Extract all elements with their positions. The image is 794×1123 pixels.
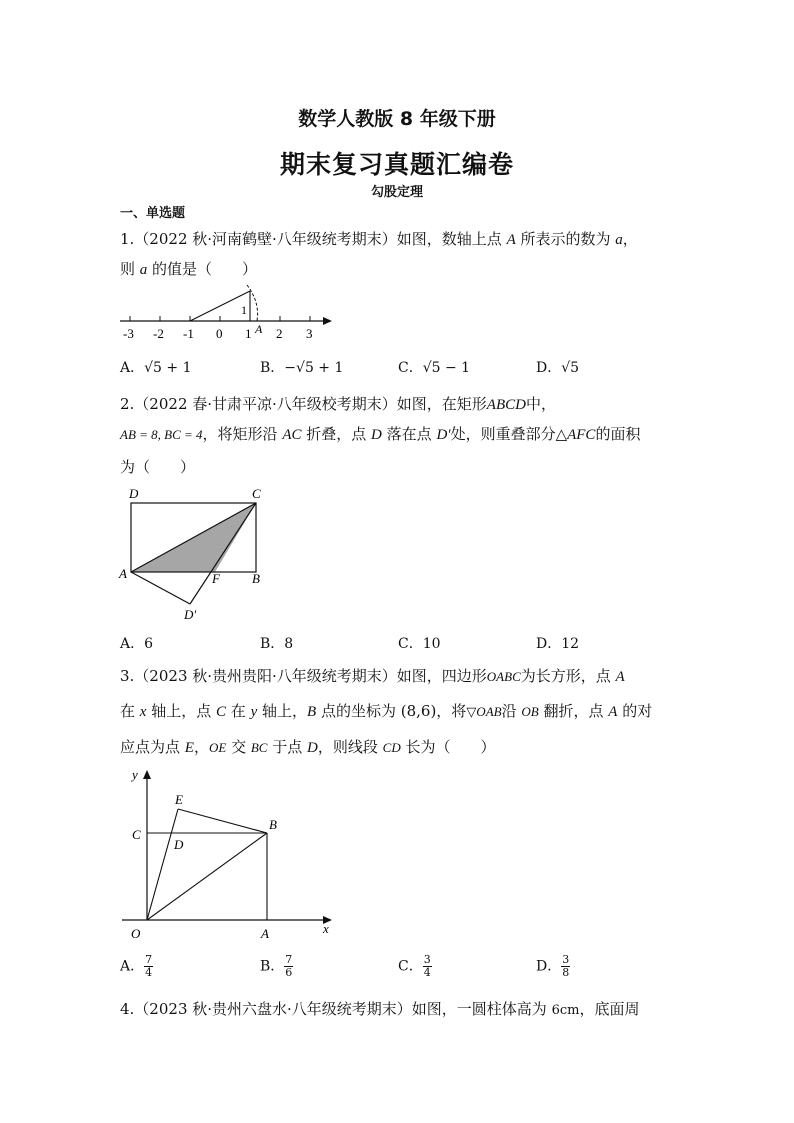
option-a[interactable] xyxy=(120,954,153,979)
tick-label: -2 xyxy=(153,326,164,341)
option-value: −√5 + 1 xyxy=(284,360,344,376)
option-fraction xyxy=(423,954,432,979)
option-value: 8 xyxy=(284,636,294,652)
q2-rect-name: ABCD xyxy=(486,397,526,413)
tick-label: 1 xyxy=(245,326,252,341)
option-letter: B． xyxy=(260,636,285,652)
label-c: C xyxy=(132,827,141,842)
q1-line2 xyxy=(120,258,257,279)
section-title: 一、单选题 xyxy=(120,206,186,221)
doc-title: 期末复习真题汇编卷 xyxy=(279,150,514,179)
q2-given: AB = 8, BC = 4 xyxy=(120,427,203,442)
q3-y: y xyxy=(250,704,258,720)
q3-line3 xyxy=(120,736,496,757)
q2-text: 折叠，点 xyxy=(301,425,372,443)
option-d[interactable] xyxy=(536,357,579,377)
q3-text: 沿 xyxy=(501,702,522,720)
fraction-numerator: 7 xyxy=(285,953,293,966)
tick-label: 2 xyxy=(276,326,283,341)
option-letter: C． xyxy=(398,958,423,975)
fraction-denominator: 6 xyxy=(285,966,293,979)
q3-text: 于点 xyxy=(267,738,308,756)
label-x: x xyxy=(323,921,329,936)
q2-text: 处，则重叠部分△ xyxy=(450,425,568,443)
option-letter: D． xyxy=(536,360,562,376)
q2-line3 xyxy=(120,456,195,477)
q3-x: x xyxy=(139,704,147,720)
q3-line2 xyxy=(120,700,652,721)
option-d[interactable] xyxy=(536,633,579,653)
q4-text: ，底面周 xyxy=(579,1000,640,1018)
q3-text: 在 xyxy=(120,702,140,720)
q1-options xyxy=(120,357,680,377)
q2-line1 xyxy=(120,393,556,414)
fraction-denominator: 4 xyxy=(145,966,153,979)
q2-options xyxy=(120,633,680,653)
q4-line1 xyxy=(120,998,639,1019)
fraction-denominator: 4 xyxy=(423,966,431,979)
option-letter: A． xyxy=(120,636,145,652)
q2-d: D xyxy=(371,427,382,443)
label-d: D xyxy=(129,486,139,501)
option-b[interactable] xyxy=(260,954,293,979)
q3-oabc: OABC xyxy=(486,669,521,684)
option-value: 10 xyxy=(422,636,441,652)
q3-text: 点的坐标为 xyxy=(316,702,401,720)
y-axis-arrow-icon xyxy=(143,770,151,779)
q2-ac: AC xyxy=(282,427,302,443)
option-value: √5 + 1 xyxy=(144,360,192,376)
option-letter: C． xyxy=(398,360,423,376)
q3-text: 3.（2023 秋·贵州贵阳·八年级统考期末）如图，四边形 xyxy=(120,667,487,685)
option-fraction xyxy=(144,954,153,979)
label-a: A xyxy=(119,566,127,581)
q1-text: ， xyxy=(622,230,638,248)
q3-d: D xyxy=(307,740,318,756)
option-c[interactable] xyxy=(398,357,470,377)
option-c[interactable] xyxy=(398,633,441,653)
label-o: O xyxy=(131,926,141,941)
option-b[interactable] xyxy=(260,357,343,377)
tick-label: -3 xyxy=(123,326,134,341)
fraction-numerator: 3 xyxy=(562,953,570,966)
tick-label: -1 xyxy=(183,326,194,341)
q3-coordinate-figure xyxy=(114,762,344,944)
q3-b: B xyxy=(307,704,317,720)
label-d: D xyxy=(174,837,184,852)
q1-point-a: A xyxy=(506,232,516,248)
q3-text: 长为（ ） xyxy=(400,738,496,756)
q1-line1 xyxy=(120,228,638,249)
q3-a: A xyxy=(608,704,618,720)
q1-text: 的值是（ ） xyxy=(147,260,258,278)
label-d-prime: D′ xyxy=(184,607,197,622)
q3-text: 交 xyxy=(226,738,251,756)
q1-var-a: a xyxy=(139,262,148,278)
option-b[interactable] xyxy=(260,633,293,653)
q2-text: 落在点 xyxy=(381,425,437,443)
q3-c: C xyxy=(216,704,227,720)
q3-text: ，则线段 xyxy=(317,738,383,756)
q1-text: 所表示的数为 xyxy=(515,230,616,248)
q3-text: 为长方形，点 xyxy=(520,667,616,685)
option-letter: C． xyxy=(398,636,423,652)
option-value: √5 − 1 xyxy=(422,360,471,376)
fraction-numerator: 3 xyxy=(423,953,431,966)
segment-oe xyxy=(147,809,178,920)
arc-dashed xyxy=(247,285,258,321)
q2-text: 的面积 xyxy=(595,425,641,443)
q3-text: ，将 xyxy=(436,702,467,720)
q2-dprime: D′ xyxy=(436,427,451,443)
label-b: B xyxy=(269,817,277,832)
segment-ob xyxy=(147,833,267,920)
option-letter: D． xyxy=(536,636,562,652)
tick-label: 3 xyxy=(306,326,313,341)
segment-ad-prime xyxy=(131,572,190,604)
q3-text: 在 xyxy=(226,702,251,720)
q2-rectangle-figure xyxy=(114,484,274,624)
q2-text: 中， xyxy=(525,395,556,413)
q2-line2 xyxy=(120,423,640,444)
q1-text: 则 xyxy=(120,260,140,278)
option-d[interactable] xyxy=(536,954,570,979)
option-letter: A． xyxy=(120,360,145,376)
q3-coord: (8,6) xyxy=(400,702,437,720)
q3-text: 轴上，点 xyxy=(146,702,216,720)
q4-height: 6cm xyxy=(551,1003,580,1018)
q3-text: 的对 xyxy=(617,702,653,720)
label-one: 1 xyxy=(241,303,247,317)
q2-text: 为（ ） xyxy=(120,458,196,476)
q2-text: 2.（2022 春·甘肃平凉·八年级校考期末）如图，在矩形 xyxy=(120,395,487,413)
label-f: F xyxy=(212,571,220,586)
label-b: B xyxy=(252,571,260,586)
q3-bc: BC xyxy=(250,740,268,755)
option-a[interactable] xyxy=(120,357,192,377)
q3-text: 翻折，点 xyxy=(538,702,609,720)
q1-var-a: a xyxy=(615,232,623,248)
q3-e: E xyxy=(184,740,194,756)
option-letter: D． xyxy=(536,958,562,975)
option-a[interactable] xyxy=(120,633,153,653)
q3-oe: OE xyxy=(208,740,227,755)
doc-subject: 数学人教版 8 年级下册 xyxy=(298,108,496,130)
q3-cd: CD xyxy=(382,740,401,755)
option-value: 12 xyxy=(561,636,580,652)
q3-a: A xyxy=(615,669,625,685)
fraction-denominator: 8 xyxy=(562,966,570,979)
label-e: E xyxy=(175,792,183,807)
q2-text: ，将矩形沿 xyxy=(202,425,283,443)
q3-tri: ▽OAB xyxy=(466,704,502,719)
segment-eb xyxy=(178,809,267,833)
tick-label: 0 xyxy=(216,326,223,341)
label-point-a: A xyxy=(255,322,263,336)
q3-text: 轴上， xyxy=(257,702,308,720)
q1-text: 1.（2022 秋·河南鹤壁·八年级统考期末）如图，数轴上点 xyxy=(120,230,507,248)
q4-text: 4.（2023 秋·贵州六盘水·八年级统考期末）如图，一圆柱体高为 xyxy=(120,1000,552,1018)
q3-text: 应点为点 xyxy=(120,738,185,756)
label-a: A xyxy=(261,926,269,941)
option-fraction xyxy=(284,954,293,979)
option-value: √5 xyxy=(561,360,580,376)
fraction-numerator: 7 xyxy=(145,953,153,966)
option-fraction xyxy=(561,954,570,979)
q3-text: ， xyxy=(193,738,209,756)
option-letter: B． xyxy=(260,958,285,975)
label-y: y xyxy=(132,767,138,782)
option-value: 6 xyxy=(144,636,154,652)
axis-arrow-icon xyxy=(323,317,332,325)
q3-ob: OB xyxy=(521,704,539,719)
q3-options xyxy=(120,954,680,986)
q1-number-line-figure xyxy=(114,282,344,350)
option-c[interactable] xyxy=(398,954,432,979)
doc-topic: 勾股定理 xyxy=(370,185,423,200)
option-letter: B． xyxy=(260,360,285,376)
label-c: C xyxy=(252,486,261,501)
q2-afc: AFC xyxy=(567,427,596,443)
option-letter: A． xyxy=(120,958,145,975)
q3-line1 xyxy=(120,665,625,686)
